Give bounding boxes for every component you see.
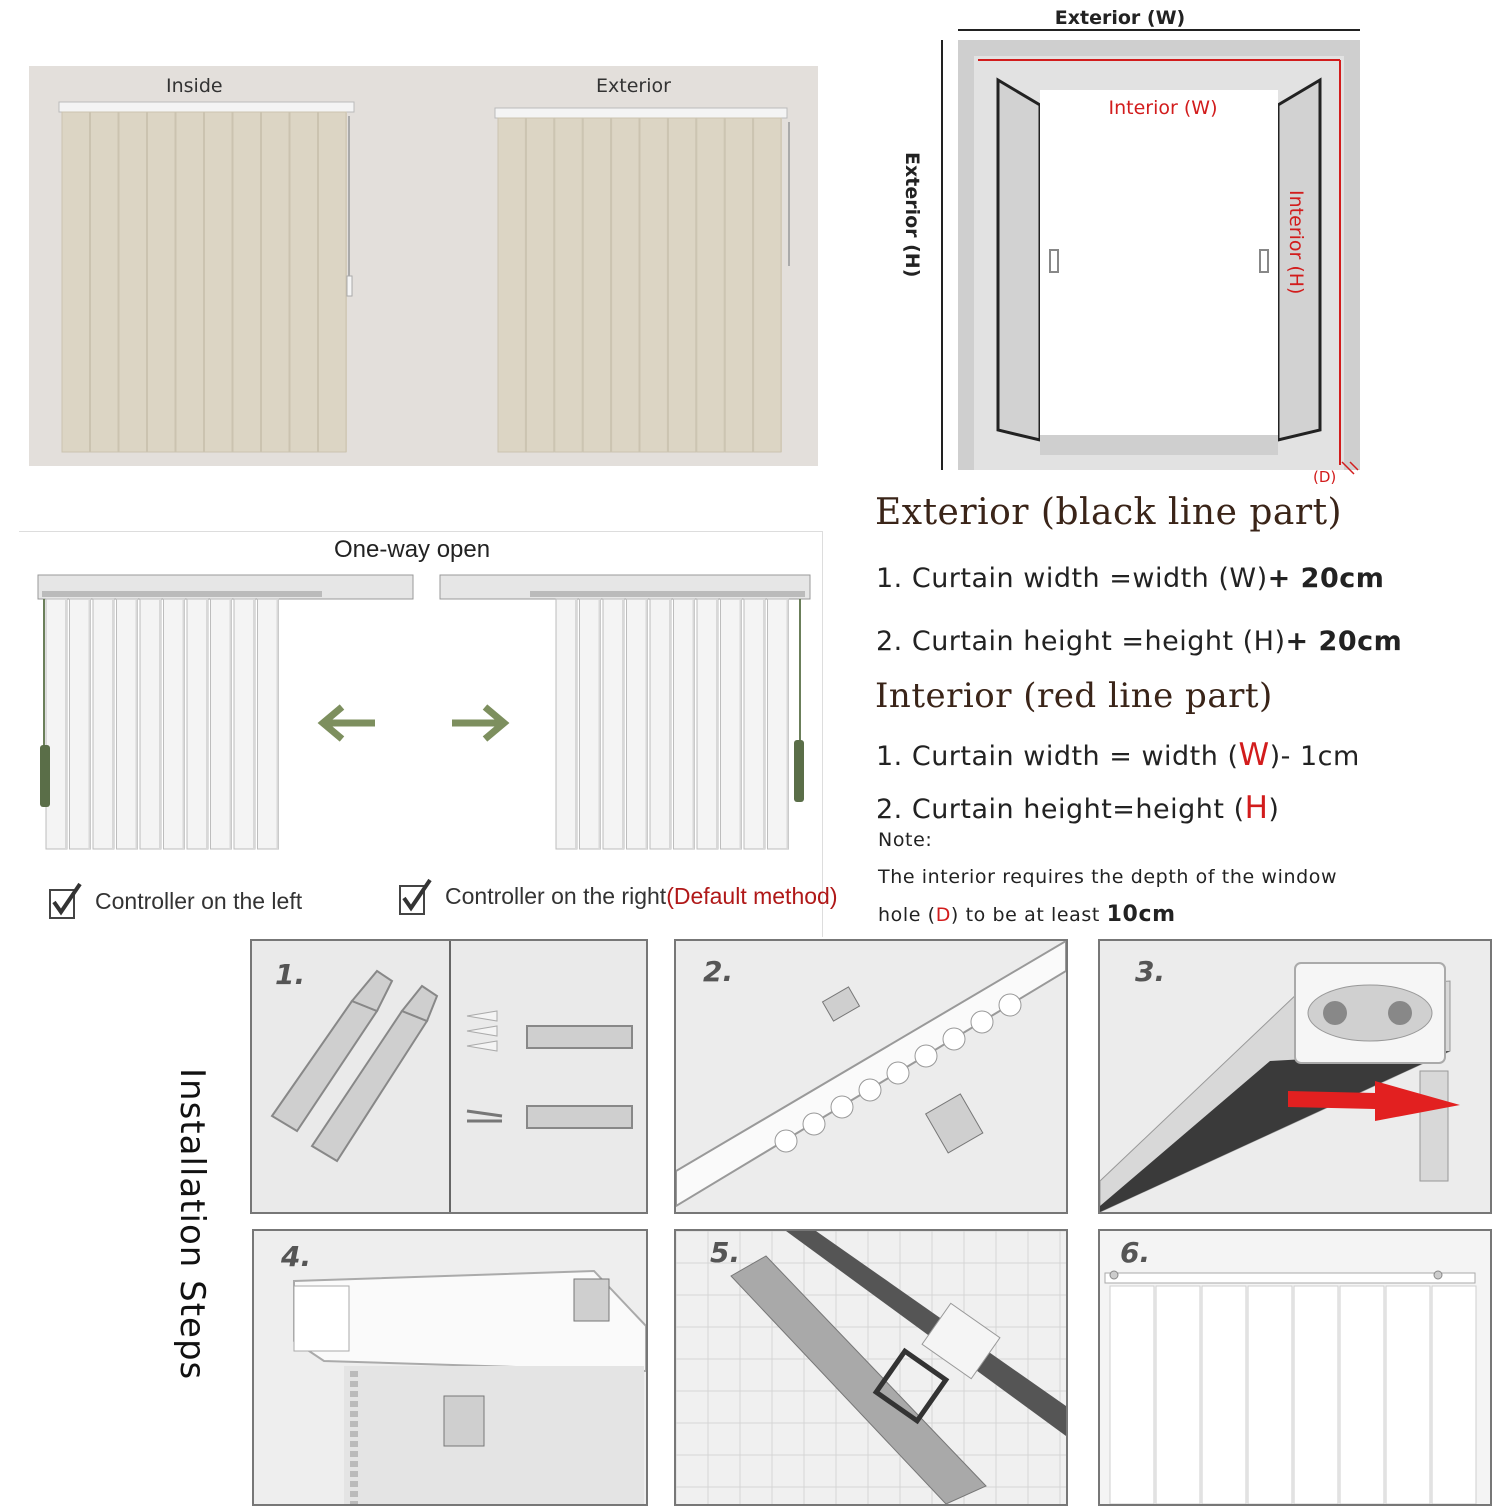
interior-height-close: ) — [1268, 794, 1280, 825]
one-way-open-title: One-way open — [334, 536, 491, 563]
inside-blind — [59, 102, 354, 452]
step-6-illustration — [1100, 1231, 1490, 1504]
step-5-panel — [674, 1229, 1068, 1506]
interior-w-label: Interior (W) — [1108, 97, 1218, 119]
step-2-number: 2. — [703, 955, 734, 988]
arrow-right-icon — [452, 707, 504, 739]
exterior-width-rule — [876, 563, 1384, 594]
window-measurement-diagram — [880, 0, 1380, 500]
exterior-width-addition: + 20cm — [1267, 563, 1385, 594]
interior-width-text: 1. Curtain width = width ( — [876, 741, 1239, 772]
note-label: Note: — [878, 829, 933, 851]
blinds-illustration — [29, 66, 818, 466]
default-method-note: (Default method) — [666, 883, 838, 909]
arrow-left-icon — [323, 707, 375, 739]
interior-height-text: 2. Curtain height=height ( — [876, 794, 1245, 825]
step-3-number: 3. — [1135, 955, 1166, 988]
right-controller-wand — [794, 740, 804, 802]
note-line-2 — [878, 902, 1176, 927]
note-depth-value: 10cm — [1106, 902, 1176, 927]
exterior-w-label: Exterior (W) — [1054, 7, 1186, 29]
note-depth-var: D — [935, 904, 951, 926]
exterior-height-addition: + 20cm — [1285, 626, 1403, 657]
interior-width-rule — [876, 737, 1360, 773]
interior-height-var: H — [1244, 790, 1269, 826]
interior-heading: Interior (red line part) — [875, 676, 1273, 716]
installation-steps-title: Installation Steps — [172, 1068, 212, 1381]
step-2-illustration — [676, 941, 1066, 1212]
interior-height-rule — [876, 790, 1279, 826]
note-line-1: The interior requires the depth of the window — [878, 866, 1338, 888]
step-1-illustration — [252, 941, 646, 1212]
one-way-open-illustration — [30, 565, 820, 865]
left-controller-wand — [40, 745, 50, 807]
note-line-2-mid: ) to be at least — [950, 904, 1100, 926]
step-1-number: 1. — [275, 958, 306, 991]
controller-right-label — [445, 883, 838, 910]
exterior-width-text: 1. Curtain width =width (W) — [876, 563, 1268, 594]
step-6-number: 6. — [1120, 1236, 1151, 1269]
step-5-number: 5. — [710, 1236, 741, 1269]
interior-width-subtraction: )- 1cm — [1269, 741, 1360, 772]
exterior-label: Exterior — [596, 75, 671, 97]
exterior-heading: Exterior (black line part) — [875, 492, 1343, 533]
step-4-illustration — [254, 1231, 646, 1504]
depth-label: (D) — [1313, 468, 1337, 486]
interior-width-var: W — [1238, 737, 1270, 773]
step-4-panel — [252, 1229, 648, 1506]
controller-right-text: Controller on the right — [445, 883, 667, 909]
exterior-h-label: Exterior (H) — [901, 152, 923, 278]
checkbox-left-icon[interactable] — [48, 882, 84, 922]
step-6-panel — [1098, 1229, 1492, 1506]
step-4-number: 4. — [281, 1240, 312, 1273]
step-1-panel — [250, 939, 648, 1214]
interior-h-label: Interior (H) — [1285, 190, 1307, 295]
step-5-illustration — [676, 1231, 1066, 1504]
controller-left-label: Controller on the left — [95, 888, 303, 914]
checkbox-right-icon[interactable] — [398, 878, 434, 918]
note-line-2-prefix: hole ( — [878, 904, 936, 926]
exterior-height-text: 2. Curtain height =height (H) — [876, 626, 1286, 657]
inside-label: Inside — [166, 75, 223, 97]
exterior-height-rule — [876, 626, 1402, 657]
exterior-blind — [495, 108, 789, 452]
